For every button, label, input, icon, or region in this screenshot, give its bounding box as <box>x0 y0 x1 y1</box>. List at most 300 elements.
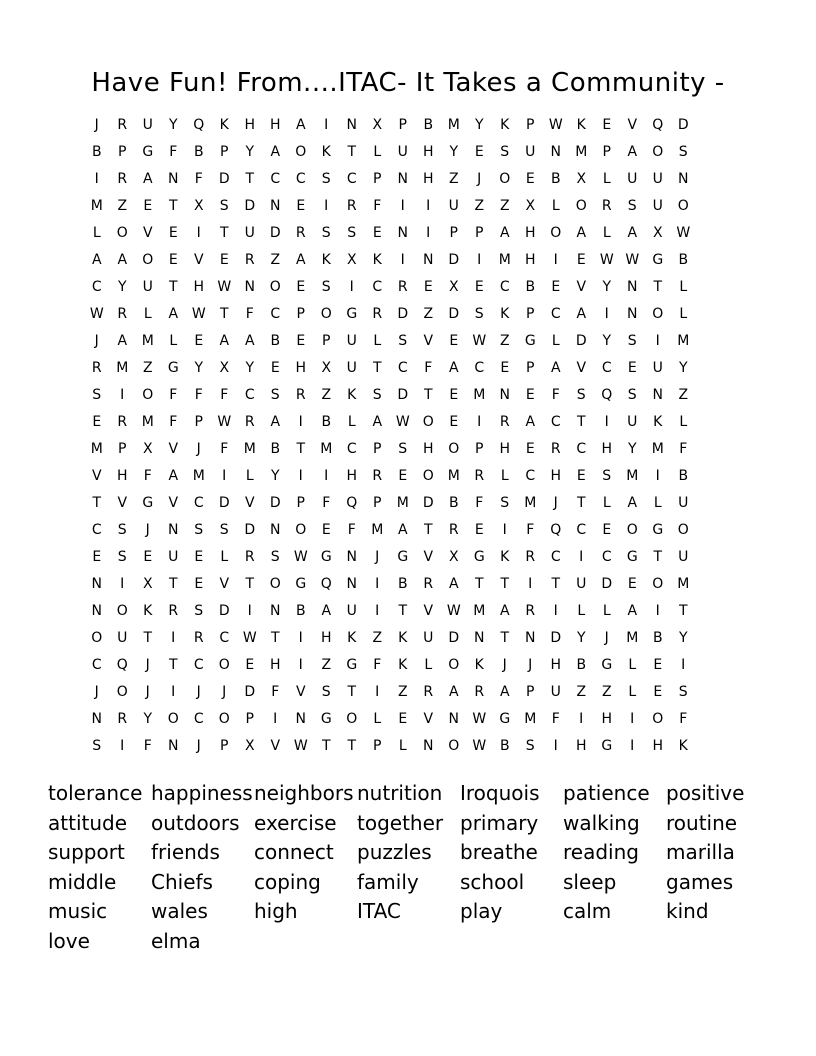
word-list-item: high <box>254 899 298 924</box>
grid-letter: G <box>652 522 664 538</box>
grid-letter: H <box>550 468 562 484</box>
grid-letter: S <box>321 171 331 187</box>
grid-letter: C <box>397 360 408 376</box>
word-list-item: nutrition <box>357 781 443 805</box>
grid-letter: V <box>117 495 128 511</box>
grid-letter: B <box>678 252 689 268</box>
grid-letter: B <box>448 495 459 511</box>
grid-letter: A <box>372 414 383 430</box>
grid-letter: C <box>244 387 255 403</box>
grid-letter: O <box>422 414 434 430</box>
grid-letter: N <box>678 171 689 187</box>
grid-letter: E <box>500 360 510 376</box>
grid-letter: R <box>474 468 485 484</box>
grid-letter: T <box>347 738 357 754</box>
grid-letter: K <box>321 252 331 268</box>
grid-letter: E <box>474 522 484 538</box>
grid-letter: Z <box>499 333 510 349</box>
grid-letter: H <box>295 360 307 376</box>
grid-letter: H <box>575 738 587 754</box>
grid-letter: G <box>167 360 179 376</box>
grid-letter: O <box>448 441 460 457</box>
grid-letter: E <box>576 468 586 484</box>
grid-letter: U <box>142 117 153 133</box>
grid-letter: S <box>602 468 612 484</box>
grid-letter: E <box>449 414 459 430</box>
grid-letter: R <box>499 414 510 430</box>
grid-letter: K <box>398 657 408 673</box>
grid-letter: Z <box>321 387 332 403</box>
grid-letter: T <box>168 657 178 673</box>
grid-letter: F <box>679 711 688 727</box>
grid-letter: U <box>142 279 153 295</box>
grid-letter: S <box>321 225 331 241</box>
word-list-item: sleep <box>563 869 617 894</box>
grid-letter: S <box>627 198 637 214</box>
grid-row <box>84 274 696 301</box>
word-list-row <box>48 779 769 809</box>
grid-letter: L <box>628 684 637 700</box>
grid-letter: V <box>244 495 255 511</box>
grid-letter: S <box>372 387 382 403</box>
grid-letter: L <box>373 333 382 349</box>
grid-letter: Q <box>193 117 205 133</box>
grid-letter: A <box>168 468 179 484</box>
grid-letter: X <box>525 198 536 214</box>
grid-letter: B <box>295 603 306 619</box>
grid-letter: J <box>553 495 558 511</box>
grid-letter: A <box>627 144 638 160</box>
grid-letter: B <box>270 333 281 349</box>
grid-letter: R <box>423 576 434 592</box>
grid-letter: L <box>424 657 433 673</box>
grid-letter: U <box>678 549 689 565</box>
grid-letter: A <box>397 522 408 538</box>
grid-letter: U <box>627 171 638 187</box>
grid-letter: S <box>219 522 229 538</box>
grid-letter: S <box>321 684 331 700</box>
grid-letter: L <box>577 603 586 619</box>
grid-letter: U <box>397 144 408 160</box>
grid-letter: W <box>293 738 308 754</box>
grid-letter: E <box>525 171 535 187</box>
word-list-row <box>48 897 769 927</box>
grid-letter: C <box>270 306 281 322</box>
grid-letter: G <box>346 657 358 673</box>
grid-letter: F <box>169 414 178 430</box>
grid-letter: O <box>677 522 689 538</box>
grid-letter: O <box>269 576 281 592</box>
word-list-row <box>48 838 769 868</box>
grid-letter: V <box>423 333 434 349</box>
grid-letter: W <box>625 252 640 268</box>
grid-letter: X <box>346 252 357 268</box>
grid-letter: B <box>423 117 434 133</box>
grid-letter: I <box>324 468 329 484</box>
grid-letter: A <box>448 684 459 700</box>
grid-letter: S <box>270 387 280 403</box>
grid-letter: F <box>220 387 229 403</box>
grid-letter: C <box>295 171 306 187</box>
grid-letter: S <box>194 603 204 619</box>
word-list-item: attitude <box>48 810 128 835</box>
grid-letter: X <box>372 117 383 133</box>
grid-letter: E <box>219 252 229 268</box>
grid-row <box>84 436 696 463</box>
grid-letter: M <box>575 144 588 160</box>
grid-letter: F <box>143 468 152 484</box>
grid-letter: S <box>321 279 331 295</box>
grid-letter: U <box>346 603 357 619</box>
grid-letter: N <box>168 738 179 754</box>
grid-letter: T <box>576 495 586 511</box>
word-list-item: primary <box>460 810 539 835</box>
word-list-item: school <box>460 869 525 894</box>
grid-letter: T <box>653 279 663 295</box>
grid-letter: W <box>599 252 614 268</box>
grid-letter: P <box>526 684 535 700</box>
grid-letter: H <box>320 630 332 646</box>
grid-row <box>84 733 696 760</box>
grid-letter: I <box>502 522 507 538</box>
grid-letter: F <box>143 738 152 754</box>
grid-letter: B <box>193 144 204 160</box>
grid-letter: P <box>475 441 484 457</box>
grid-letter: T <box>245 171 255 187</box>
grid-letter: E <box>143 549 153 565</box>
grid-letter: I <box>120 738 125 754</box>
grid-letter: U <box>678 495 689 511</box>
grid-letter: H <box>244 117 256 133</box>
grid-letter: L <box>602 603 611 619</box>
grid-letter: I <box>349 279 354 295</box>
grid-letter: G <box>601 657 613 673</box>
grid-letter: M <box>192 468 205 484</box>
grid-letter: N <box>474 630 485 646</box>
grid-letter: V <box>576 360 587 376</box>
grid-letter: H <box>524 252 536 268</box>
word-list-item: reading <box>563 840 639 865</box>
grid-letter: U <box>244 225 255 241</box>
grid-letter: Z <box>142 360 153 376</box>
word-list-item: neighbors <box>254 781 354 805</box>
grid-letter: I <box>400 252 405 268</box>
grid-letter: N <box>168 522 179 538</box>
grid-letter: D <box>550 630 562 646</box>
grid-letter: N <box>91 711 102 727</box>
grid-letter: P <box>526 117 535 133</box>
grid-letter: M <box>447 468 460 484</box>
grid-letter: O <box>652 711 664 727</box>
grid-letter: H <box>269 117 281 133</box>
grid-letter: C <box>193 657 204 673</box>
grid-letter: E <box>296 198 306 214</box>
grid-letter: O <box>295 144 307 160</box>
grid-letter: W <box>293 549 308 565</box>
word-list-item: marilla <box>666 840 735 865</box>
grid-letter: X <box>142 441 153 457</box>
grid-letter: E <box>296 279 306 295</box>
grid-letter: T <box>474 576 484 592</box>
grid-letter: L <box>679 279 688 295</box>
grid-letter: I <box>298 414 303 430</box>
grid-letter: B <box>270 441 281 457</box>
grid-letter: P <box>373 738 382 754</box>
grid-letter: J <box>196 684 201 700</box>
grid-letter: E <box>627 576 637 592</box>
grid-letter: K <box>143 603 153 619</box>
grid-letter: K <box>500 117 510 133</box>
grid-letter: L <box>143 306 152 322</box>
grid-letter: M <box>677 333 690 349</box>
grid-letter: R <box>423 684 434 700</box>
grid-letter: A <box>499 684 510 700</box>
grid-letter: R <box>372 306 383 322</box>
grid-letter: K <box>347 630 357 646</box>
grid-letter: A <box>448 360 459 376</box>
grid-row <box>84 517 696 544</box>
word-list-item: tolerance <box>48 781 143 805</box>
grid-letter: A <box>576 306 587 322</box>
grid-letter: I <box>630 738 635 754</box>
grid-letter: Z <box>397 684 408 700</box>
grid-letter: Z <box>321 657 332 673</box>
grid-letter: Y <box>245 360 255 376</box>
grid-letter: B <box>652 630 663 646</box>
grid-letter: F <box>424 360 433 376</box>
grid-letter: M <box>141 414 154 430</box>
word-list <box>48 779 769 957</box>
grid-letter: O <box>550 225 562 241</box>
grid-letter: A <box>270 144 281 160</box>
grid-letter: A <box>295 117 306 133</box>
grid-row <box>84 301 696 328</box>
grid-letter: N <box>397 225 408 241</box>
grid-letter: Y <box>627 441 637 457</box>
grid-letter: K <box>653 414 663 430</box>
grid-letter: E <box>653 657 663 673</box>
grid-row <box>84 247 696 274</box>
grid-letter: S <box>194 522 204 538</box>
grid-letter: K <box>321 144 331 160</box>
grid-letter: O <box>448 657 460 673</box>
grid-letter: L <box>551 198 560 214</box>
grid-letter: F <box>373 657 382 673</box>
grid-letter: R <box>295 225 306 241</box>
grid-letter: O <box>652 144 664 160</box>
grid-letter: K <box>372 252 382 268</box>
grid-letter: J <box>375 549 380 565</box>
grid-letter: G <box>142 495 154 511</box>
grid-letter: D <box>244 522 256 538</box>
grid-letter: Z <box>372 630 383 646</box>
grid-letter: K <box>219 117 229 133</box>
grid-letter: W <box>472 738 487 754</box>
grid-letter: W <box>395 414 410 430</box>
grid-letter: P <box>118 144 127 160</box>
grid-letter: E <box>398 468 408 484</box>
grid-letter: P <box>526 306 535 322</box>
grid-letter: C <box>601 549 612 565</box>
grid-letter: P <box>398 117 407 133</box>
grid-letter: A <box>627 603 638 619</box>
grid-letter: J <box>94 684 99 700</box>
grid-letter: D <box>448 630 460 646</box>
grid-letter: T <box>500 576 510 592</box>
grid-letter: D <box>601 576 613 592</box>
grid-letter: X <box>244 738 255 754</box>
word-list-row <box>48 927 769 957</box>
grid-letter: N <box>91 603 102 619</box>
grid-letter: O <box>652 306 664 322</box>
grid-letter: F <box>194 171 203 187</box>
grid-row <box>84 598 696 625</box>
grid-letter: J <box>145 522 150 538</box>
grid-letter: S <box>270 549 280 565</box>
grid-letter: I <box>553 252 558 268</box>
grid-letter: D <box>244 684 256 700</box>
grid-letter: R <box>117 117 128 133</box>
grid-letter: Q <box>601 387 613 403</box>
word-list-item: coping <box>254 869 321 894</box>
grid-letter: L <box>92 225 101 241</box>
grid-letter: E <box>92 549 102 565</box>
grid-letter: A <box>117 252 128 268</box>
grid-letter: F <box>551 387 560 403</box>
grid-letter: J <box>528 657 533 673</box>
grid-letter: Y <box>270 468 280 484</box>
grid-letter: T <box>398 603 408 619</box>
grid-letter: F <box>169 144 178 160</box>
grid-row <box>84 544 696 571</box>
grid-letter: C <box>91 657 102 673</box>
grid-letter: I <box>553 738 558 754</box>
grid-letter: W <box>472 711 487 727</box>
grid-letter: D <box>448 252 460 268</box>
grid-letter: A <box>168 306 179 322</box>
grid-letter: E <box>194 549 204 565</box>
grid-letter: J <box>94 117 99 133</box>
grid-letter: H <box>193 279 205 295</box>
grid-letter: Z <box>678 387 689 403</box>
grid-letter: G <box>499 711 511 727</box>
grid-letter: O <box>142 387 154 403</box>
grid-letter: D <box>677 117 689 133</box>
grid-letter: E <box>296 333 306 349</box>
grid-letter: B <box>678 468 689 484</box>
grid-letter: T <box>296 441 306 457</box>
grid-letter: N <box>627 279 638 295</box>
grid-row <box>84 328 696 355</box>
grid-letter: I <box>324 198 329 214</box>
grid-letter: H <box>422 441 434 457</box>
grid-letter: C <box>270 171 281 187</box>
grid-letter: T <box>423 522 433 538</box>
grid-letter: P <box>373 171 382 187</box>
grid-letter: F <box>220 441 229 457</box>
grid-letter: M <box>90 198 103 214</box>
grid-letter: Y <box>168 117 178 133</box>
grid-letter: A <box>550 360 561 376</box>
grid-letter: R <box>244 549 255 565</box>
grid-letter: Q <box>550 522 562 538</box>
grid-letter: I <box>655 468 660 484</box>
grid-letter: N <box>397 171 408 187</box>
grid-letter: W <box>217 414 232 430</box>
grid-letter: T <box>219 225 229 241</box>
grid-letter: O <box>116 684 128 700</box>
grid-letter: R <box>117 171 128 187</box>
grid-letter: X <box>193 198 204 214</box>
grid-letter: I <box>579 711 584 727</box>
grid-letter: O <box>116 603 128 619</box>
grid-letter: C <box>550 549 561 565</box>
grid-letter: V <box>423 549 434 565</box>
grid-letter: P <box>296 306 305 322</box>
grid-letter: P <box>296 495 305 511</box>
grid-letter: V <box>627 117 638 133</box>
grid-letter: U <box>652 198 663 214</box>
grid-letter: T <box>168 279 178 295</box>
grid-letter: N <box>244 279 255 295</box>
grid-letter: K <box>347 387 357 403</box>
grid-letter: O <box>626 522 638 538</box>
grid-letter: T <box>347 144 357 160</box>
grid-letter: P <box>322 333 331 349</box>
grid-letter: G <box>652 252 664 268</box>
grid-row <box>84 463 696 490</box>
grid-letter: D <box>218 603 230 619</box>
grid-letter: N <box>423 738 434 754</box>
grid-letter: I <box>298 468 303 484</box>
grid-row <box>84 679 696 706</box>
grid-letter: P <box>475 225 484 241</box>
grid-letter: K <box>500 306 510 322</box>
grid-row <box>84 355 696 382</box>
grid-letter: H <box>652 738 664 754</box>
grid-letter: U <box>423 630 434 646</box>
grid-letter: T <box>423 387 433 403</box>
grid-letter: P <box>194 414 203 430</box>
grid-letter: I <box>426 198 431 214</box>
word-list-item: Iroquois <box>460 781 540 805</box>
grid-letter: E <box>423 279 433 295</box>
grid-letter: E <box>143 198 153 214</box>
grid-letter: P <box>220 738 229 754</box>
grid-letter: R <box>244 252 255 268</box>
grid-letter: T <box>321 738 331 754</box>
grid-letter: R <box>91 360 102 376</box>
grid-letter: S <box>474 306 484 322</box>
grid-letter: R <box>550 441 561 457</box>
grid-letter: E <box>321 522 331 538</box>
grid-letter: I <box>298 657 303 673</box>
grid-letter: E <box>245 657 255 673</box>
grid-letter: L <box>220 549 229 565</box>
grid-letter: R <box>346 198 357 214</box>
grid-letter: O <box>422 468 434 484</box>
grid-letter: A <box>448 576 459 592</box>
grid-letter: U <box>550 684 561 700</box>
grid-letter: Q <box>320 576 332 592</box>
word-list-item: support <box>48 840 125 865</box>
grid-letter: S <box>92 738 102 754</box>
grid-letter: A <box>576 225 587 241</box>
grid-letter: N <box>270 198 281 214</box>
grid-letter: O <box>91 630 103 646</box>
grid-letter: I <box>375 576 380 592</box>
grid-letter: Y <box>143 711 153 727</box>
